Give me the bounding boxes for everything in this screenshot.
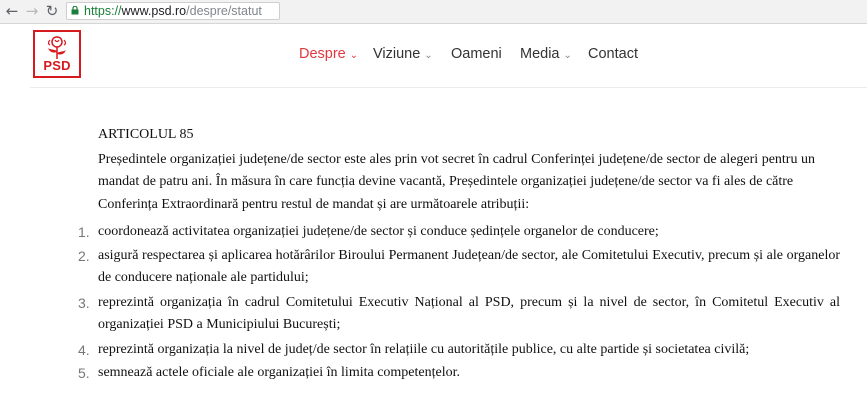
list-item-text: reprezintă organizația la nivel de județ/de sector în relațiile cu autoritățile publice, cu alte partide și societatea civilă;: [98, 342, 750, 357]
forward-arrow-icon[interactable]: →: [25, 2, 39, 20]
list-item-text: reprezintă organizația în cadrul Comitetului Executiv Național al PSD, precum și la nivel de sector, în Comitetul Executiv al organizației PSD a Municipiului București;: [98, 295, 840, 332]
chevron-down-icon: ⌄: [424, 50, 433, 61]
intro-line: mandat de patru ani. În măsura în care funcția devine vacantă, Președintele organizației județene/de sector va fi ales de către: [98, 174, 794, 189]
psd-logo[interactable]: [33, 30, 81, 78]
url-host: www.psd.ro: [121, 4, 187, 18]
intro-line: Președintele organizației județene/de sector este ales prin vot secret în cadrul Conferinței județene/de sector de alegeri pentru un: [98, 152, 815, 167]
site-header: [0, 24, 867, 88]
nav-item-label: Media: [520, 46, 560, 62]
nav-item-oameni[interactable]: [451, 46, 502, 62]
nav-item-media[interactable]: [520, 46, 572, 62]
nav-item-label: Contact: [588, 46, 638, 62]
list-item-text: semnează actele oficiale ale organizației în limita competențelor.: [98, 365, 461, 380]
list-number: 4.: [78, 342, 90, 358]
list-item-text: asigură respectarea și aplicarea hotărârilor Biroului Permanent Județean/de sector, ale Comitetului Executiv, precum și ale organelor de conducere naționale ale partidului;: [98, 248, 840, 285]
article-title: ARTICOLUL 85: [98, 127, 194, 142]
url-scheme: https://: [84, 4, 122, 18]
nav-item-label: Viziune: [373, 46, 421, 62]
logo-text: PSD: [43, 58, 71, 73]
list-number: 5.: [78, 365, 90, 381]
nav-item-label: Oameni: [451, 46, 502, 62]
reload-icon[interactable]: ↻: [45, 2, 59, 20]
url-path: /despre/statut: [186, 4, 262, 18]
lock-icon: [71, 6, 79, 15]
chevron-down-icon: ⌄: [563, 50, 572, 61]
nav-item-despre[interactable]: [299, 46, 358, 62]
list-number: 2.: [78, 248, 90, 264]
list-item-text: coordonează activitatea organizației județene/de sector și conduce ședințele organelor de conducere;: [98, 224, 659, 239]
browser-toolbar: [0, 0, 867, 24]
intro-line: Conferința Extraordinară pentru restul de mandat și are următoarele atribuții:: [98, 197, 530, 212]
address-bar[interactable]: [66, 2, 280, 20]
list-number: 1.: [78, 224, 90, 240]
nav-item-viziune[interactable]: [373, 46, 433, 62]
rose-icon: [45, 34, 69, 60]
back-arrow-icon[interactable]: ←: [5, 2, 19, 20]
header-divider: [30, 87, 867, 88]
list-number: 3.: [78, 295, 90, 311]
chevron-down-icon: ⌄: [349, 50, 359, 61]
nav-item-contact[interactable]: [588, 46, 638, 62]
nav-item-label: Despre: [299, 46, 346, 62]
